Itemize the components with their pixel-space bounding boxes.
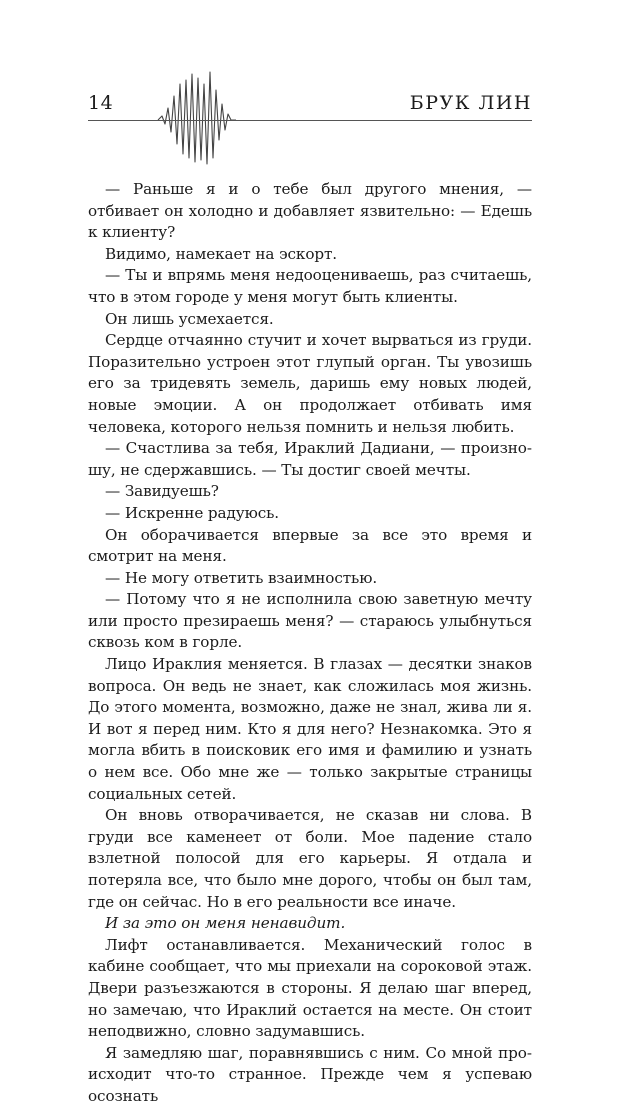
paragraph: — Раньше я и о тебе был другого мнения, — отбивает он холодно и добавляет язвительно: — Едешь к клиенту? <box>88 180 532 242</box>
page-header <box>0 0 619 170</box>
paragraph-italic: И за это он меня ненавидит. <box>105 914 346 933</box>
paragraph: Видимо, намекает на эскорт. <box>105 244 338 263</box>
paragraph: — Счастлива за тебя, Ираклий Дадиани, — произношу, не сдержавшись. — Ты достиг своей мечты. <box>88 439 532 479</box>
paragraph: — Не могу ответить взаимностью. <box>105 568 378 587</box>
paragraph: Он лишь усмехается. <box>105 309 274 328</box>
paragraph: Я замедляю шаг, поравнявшись с ним. Со мной происходит что-то странное. Прежде чем я успеваю осознать <box>88 1043 532 1105</box>
running-title: БРУК ЛИН <box>409 92 532 114</box>
paragraph: Он оборачивается впервые за все это время и смотрит на меня. <box>88 525 532 566</box>
paragraph: Лифт останавливается. Механический голос в кабине сообщает, что мы приехали на сороковой этаж. Двери разъезжаются в стороны. Я делаю шаг вперед, но замечаю, что Ираклий остается на месте. Он стоит неподвижно, словно задумавшись. <box>88 935 532 1041</box>
paragraph: Он вновь отворачивается, не сказав ни слова. В груди все каменеет от боли. Мое падение стало взлетной полосой для его карьеры. Я отдала и потеряла все, что было мне дорого, чтобы он был там, где он сейчас. Но в его реальности все иначе. <box>88 806 532 911</box>
paragraph: — Искренне радуюсь. <box>105 503 280 522</box>
page-number: 14 <box>88 92 114 114</box>
header-rule <box>88 120 532 121</box>
heartbeat-pulse-icon <box>0 0 619 170</box>
paragraph: — Ты и впрямь меня недооцениваешь, раз считаешь, что в этом городе у меня могут быть клиенты. <box>88 266 532 306</box>
body-text <box>88 179 532 1108</box>
paragraph: — Потому что я не исполнила свою заветную мечту или просто презираешь меня? — стараюсь улыбнуться сквозь ком в горле. <box>88 590 532 652</box>
paragraph: Лицо Ираклия меняется. В глазах — десятки знаков вопроса. Он ведь не знает, как сложилась моя жизнь. До этого момента, возможно, даже не знал, жива ли я. И вот я перед ним. Кто я для него? Незнакомка. Это я могла вбить в поисковик его имя и фамилию и узнать о нем все. Обо мне же — только закрытые страницы социальных сетей. <box>88 655 532 803</box>
paragraph: — Завидуешь? <box>105 482 219 501</box>
paragraph: Сердце отчаянно стучит и хочет вырваться из груди. Поразительно устроен этот глупый орган. Ты увозишь его за тридевять земель, даришь ему новых людей, новые эмоции. А он продолжает отбивать имя человека, которого нельзя помнить и нельзя любить. <box>88 331 532 436</box>
